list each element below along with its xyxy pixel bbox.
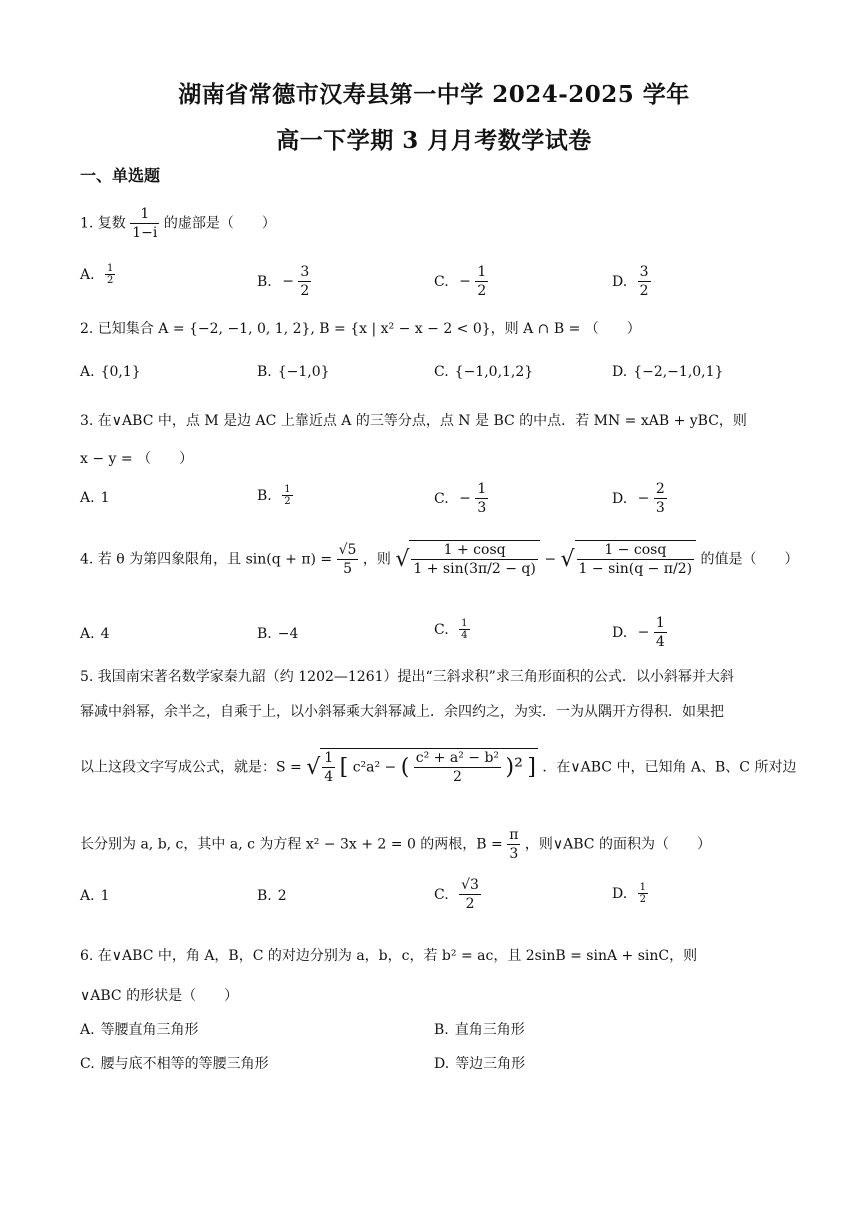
frac-den: 2 (465, 896, 475, 912)
sqrt-sign: √ (395, 547, 410, 572)
frac-num: 1 (284, 484, 291, 495)
title-line-1: 湖南省常德市汉寿县第一中学 2024-2025 学年 (178, 81, 690, 108)
question-3-line-1: 3. 在∨ABC 中，点 M 是边 AC 上靠近点 A 的三等分点，点 N 是 BC 的中点．若 MN = xAB + yBC，则 (80, 413, 747, 429)
option-text: 2 (277, 888, 287, 904)
frac-num: 1 + cosq (411, 541, 537, 560)
frac-num: π (509, 827, 519, 843)
frac-num: 1 (655, 615, 665, 631)
paren: )² (505, 755, 523, 780)
option-label: B. (257, 626, 272, 642)
option-label: A. (80, 490, 95, 506)
frac-num: 1 − cosq (577, 541, 695, 560)
option-fraction (475, 263, 488, 300)
formula-suffix: ．在∨ABC 中，已知角 A、B、C 所对边 (542, 759, 797, 776)
frac-den: 1 + sin(3π/2 − q) (413, 561, 536, 577)
option-text: 直角三角形 (454, 1022, 525, 1038)
option-label: B. (257, 273, 272, 290)
option-text: {−1,0} (277, 364, 330, 380)
q2-option-a[interactable] (80, 364, 141, 380)
question-5-line-2: 幂减中斜幂，余半之，自乘于上，以小斜幂乘大斜幂减上．余四约之，为实．一为从隅开方得积．如果把 (80, 704, 724, 720)
option-text: 等边三角形 (455, 1056, 526, 1072)
q4-option-b[interactable] (257, 626, 298, 642)
option-label: C. (434, 490, 449, 507)
q4-option-c[interactable] (434, 618, 470, 641)
formula-fraction (414, 749, 501, 786)
q4-option-d[interactable] (612, 614, 667, 651)
option-label: D. (612, 490, 628, 507)
title-line-2: 高一下学期 3 月月考数学试卷 (276, 127, 592, 154)
option-text: 腰与底不相等的等腰三角形 (100, 1056, 269, 1072)
option-label: A. (80, 364, 95, 380)
frac-den: 2 (300, 283, 310, 299)
question-6-line-1: 6. 在∨ABC 中，角 A，B，C 的对边分别为 a，b，c，若 b² = ac，且 2sinB = sinA + sinC，则 (80, 948, 698, 964)
frac-num: √3 (461, 877, 479, 893)
question-1-num: 1 (130, 205, 159, 224)
frac-den: 3 (509, 846, 519, 862)
q4-option-a[interactable] (80, 626, 109, 642)
frac-den: 2 (284, 496, 291, 507)
option-text: 1 (100, 490, 110, 506)
option-fraction (638, 263, 651, 300)
frac-den: 2 (107, 275, 114, 286)
option-label: D. (612, 364, 628, 380)
option-fraction (298, 263, 311, 300)
option-text: 4 (100, 626, 110, 642)
option-label: B. (257, 487, 272, 504)
bracket: [ (339, 755, 349, 780)
question-1-suffix: 的虚部是（ ） (163, 215, 276, 232)
q6-option-b[interactable] (434, 1019, 525, 1039)
frac-den: 2 (452, 769, 462, 785)
expr-fraction (577, 541, 695, 578)
q2-option-b[interactable] (257, 364, 330, 380)
q3-option-c[interactable] (434, 480, 488, 517)
option-text: −4 (277, 626, 299, 642)
quarter-fraction (322, 749, 335, 786)
q1-option-c[interactable] (434, 263, 488, 300)
option-label: C. (434, 273, 449, 290)
frac-num: 1 (107, 263, 114, 274)
question-1-fraction (130, 205, 159, 242)
option-sign: − (637, 490, 650, 507)
option-label: A. (80, 266, 95, 283)
option-label: C. (434, 364, 449, 380)
question-1-prefix: 1. 复数 (80, 215, 126, 232)
option-label: D. (612, 273, 628, 290)
line4-prefix: 长分别为 a, b, c，其中 a, c 为方程 x² − 3x + 2 = 0 的两根，B = (80, 836, 503, 853)
q2-option-c[interactable] (434, 364, 533, 380)
option-fraction (654, 614, 667, 651)
frac-den: 5 (343, 561, 352, 577)
frac-den: 3 (655, 500, 665, 516)
frac-num: 1 (461, 618, 468, 629)
frac-num: 3 (300, 264, 310, 280)
option-sign: − (459, 273, 471, 290)
q5-option-c[interactable] (434, 876, 481, 913)
q5-option-b[interactable] (257, 888, 287, 904)
q1-option-a[interactable] (80, 263, 115, 286)
q6-option-c[interactable] (80, 1053, 269, 1073)
q2-option-d[interactable] (612, 364, 723, 380)
question-3-line-2: x − y = （ ） (80, 451, 194, 467)
option-text: 等腰直角三角形 (100, 1022, 199, 1038)
option-label: D. (612, 624, 628, 641)
option-sign: − (637, 624, 650, 641)
question-6-line-2: ∨ABC 的形状是（ ） (80, 988, 239, 1004)
option-fraction (282, 484, 292, 507)
frac-den: 4 (655, 634, 665, 650)
option-label: C. (80, 1056, 95, 1072)
option-fraction (475, 480, 488, 517)
frac-num: 3 (639, 264, 649, 280)
q5-option-d[interactable] (612, 882, 648, 905)
option-sign: − (459, 490, 471, 507)
frac-num: 2 (655, 481, 665, 497)
option-text: 1 (100, 888, 110, 904)
q6-option-d[interactable] (434, 1053, 525, 1073)
q3-option-d[interactable] (612, 480, 667, 517)
option-text: {−2,−1,0,1} (633, 364, 724, 380)
frac-den: 2 (639, 894, 647, 905)
option-text: {0,1} (100, 364, 141, 380)
option-label: A. (80, 626, 95, 642)
question-4-mid: ，则 (362, 551, 391, 568)
sqrt-sign: √ (560, 547, 575, 572)
question-1 (80, 205, 276, 242)
expr-fraction (411, 541, 537, 578)
option-label: C. (434, 621, 449, 638)
b-fraction (507, 826, 520, 863)
bracket: ] (527, 755, 536, 780)
option-label: B. (257, 888, 272, 904)
question-2: 2. 已知集合 A = {−2, −1, 0, 1, 2}, B = {x | x² − x − 2 < 0}，则 A ∩ B = （ ） (80, 321, 641, 337)
frac-den: 2 (639, 283, 649, 299)
question-4 (80, 540, 799, 578)
sqrt-expression-2 (575, 540, 697, 578)
formula-sqrt (320, 748, 538, 786)
option-label: D. (434, 1056, 450, 1072)
option-fraction (654, 480, 667, 517)
q5-option-a[interactable] (80, 888, 109, 904)
q6-option-a[interactable] (80, 1019, 199, 1039)
frac-den: 4 (324, 769, 334, 785)
frac-num: √5 (338, 542, 357, 558)
sqrt-expression-1 (409, 540, 539, 578)
question-1-den: 1−i (132, 225, 158, 241)
option-fraction (638, 882, 648, 905)
frac-den: 3 (477, 500, 487, 516)
option-label: A. (80, 888, 95, 904)
formula-prefix: 以上这段文字写成公式，就是：S = (80, 759, 302, 776)
frac-num: 1 (477, 481, 487, 497)
sqrt-sign: √ (306, 755, 321, 780)
question-4-suffix: 的值是（ ） (700, 551, 799, 568)
option-label: D. (612, 885, 628, 902)
option-label: A. (80, 1022, 95, 1038)
question-4-prefix: 4. 若 θ 为第四象限角，且 sin(q + π) = (80, 551, 333, 568)
frac-num: 1 (324, 750, 334, 766)
option-fraction (459, 876, 481, 913)
question-5-line-1: 5. 我国南宋著名数学家秦九韶（约 1202—1261）提出“三斜求积”求三角形面积的公式．以小斜幂并大斜 (80, 669, 734, 685)
minus-sign: − (544, 551, 557, 568)
formula-inner: c²a² − (352, 759, 397, 776)
option-fraction (459, 618, 469, 641)
frac-den: 2 (477, 283, 487, 299)
frac-num: 1 (639, 882, 647, 893)
option-sign: − (282, 273, 294, 290)
frac-num: c² + a² − b² (415, 750, 500, 766)
q3-option-b[interactable] (257, 484, 293, 507)
frac-den: 1 − sin(q − π/2) (578, 561, 693, 577)
option-label: B. (257, 364, 272, 380)
question-4-fraction (337, 541, 359, 578)
section-heading: 一、单选题 (80, 166, 161, 185)
option-text: {−1,0,1,2} (454, 364, 534, 380)
option-label: C. (434, 886, 449, 903)
option-fraction (105, 263, 115, 286)
q1-option-d[interactable] (612, 263, 651, 300)
line4-suffix: ，则∨ABC 的面积为（ ） (524, 836, 711, 853)
frac-den: 4 (461, 630, 468, 641)
question-5-line-4 (80, 826, 711, 863)
question-5-line-3 (80, 748, 796, 786)
paren: ( (400, 755, 410, 780)
frac-num: 1 (477, 264, 487, 280)
q1-option-b[interactable] (257, 263, 311, 300)
q3-option-a[interactable] (80, 490, 109, 506)
option-label: B. (434, 1022, 449, 1038)
